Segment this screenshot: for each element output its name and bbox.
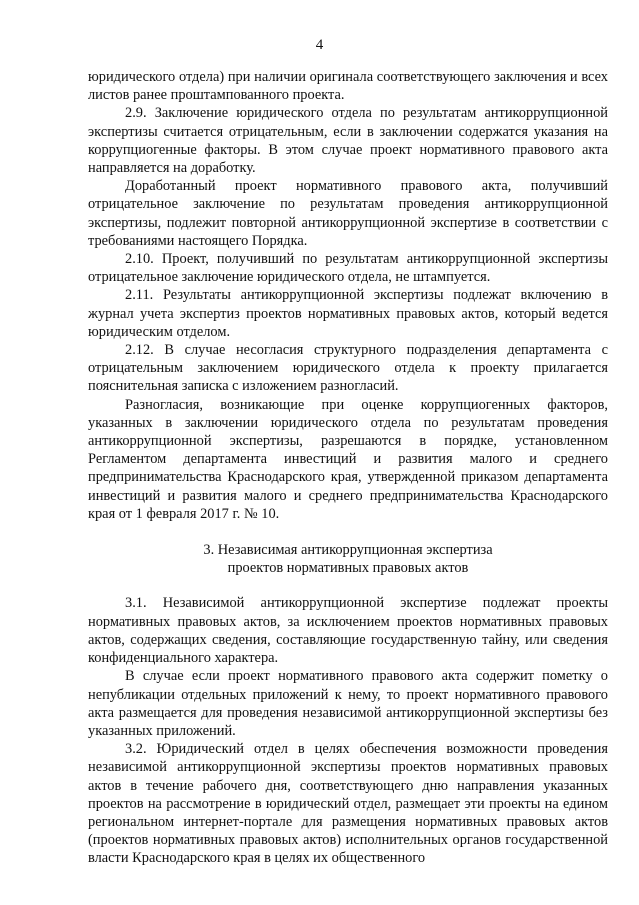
paragraph-3-1: 3.1. Независимой антикоррупционной экспертизе подлежат проекты нормативных правовых актов, за исключением проектов нормативных правовых актов, содержащих сведения, составляющие государственную тайну, или сведения конфиденциального характера. [88, 595, 608, 667]
paragraph-2-9-reworked-draft: Доработанный проект нормативного правового акта, получивший отрицательное заключение по результатам проведения антикоррупционной экспертизы, подлежит повторной антикоррупционной экспертизе в соответствии с требованиями настоящего Порядка. [88, 178, 608, 249]
paragraph-2-12: 2.12. В случае несогласия структурного подразделения департамента с отрицательным заключением юридического отдела к проекту прилагается пояснительная записка с изложением разногласий. [88, 342, 608, 395]
section-3-heading [88, 541, 608, 577]
paragraph-continuation: юридического отдела) при наличии оригинала соответствующего заключения и всех листов ранее проштампованного проекта. [88, 69, 608, 104]
page-number: 4 [315, 37, 324, 53]
document-body [88, 68, 608, 868]
section-heading-line-2: проектов нормативных правовых актов [227, 560, 469, 577]
paragraph-2-10: 2.10. Проект, получивший по результатам антикоррупционной экспертизы отрицательное заключение юридического отдела, не штампуется. [88, 251, 608, 286]
paragraph-3-2: 3.2. Юридический отдел в целях обеспечения возможности проведения независимой антикоррупционной экспертизы проектов нормативных правовых актов в течение рабочего дня, соответствующего дню направления указанных проектов на рассмотрение в юридический отдел, размещает эти проекты на едином региональном интернет-портале для размещения нормативных правовых актов (проектов нормативных правовых актов) исполнительных органов государственной власти Краснодарского края в целях их общественного [88, 741, 608, 867]
section-heading-line-1: 3. Независимая антикоррупционная экспертиза [203, 542, 493, 559]
paragraph-2-9: 2.9. Заключение юридического отдела по результатам антикоррупционной экспертизы считается отрицательным, если в заключении содержатся указания на коррупциогенные факторы. В этом случае проект нормативного правового акта направляется на доработку. [88, 105, 608, 177]
paragraph-3-1-appendices: В случае если проект нормативного правового акта содержит пометку о непубликации отдельных приложений к нему, то проект нормативного правового акта размещается для проведения независимой антикоррупционной экспертизы без указанных приложений. [88, 668, 608, 739]
paragraph-2-11: 2.11. Результаты антикоррупционной экспертизы подлежат включению в журнал учета экспертиз проектов нормативных правовых актов, который ведется юридическим отделом. [88, 287, 608, 340]
paragraph-2-12-disagreements: Разногласия, возникающие при оценке коррупциогенных факторов, указанных в заключении юридического отдела по результатам проведения антикоррупционной экспертизы, разрешаются в порядке, установленном Регламентом департамента инвестиций и развития малого и среднего предпринимательства Краснодарского края, утвержденной приказом департамента инвестиций и развития малого и среднего предпринимательства Краснодарского края от 1 февраля 2017 г. № 10. [88, 396, 608, 522]
